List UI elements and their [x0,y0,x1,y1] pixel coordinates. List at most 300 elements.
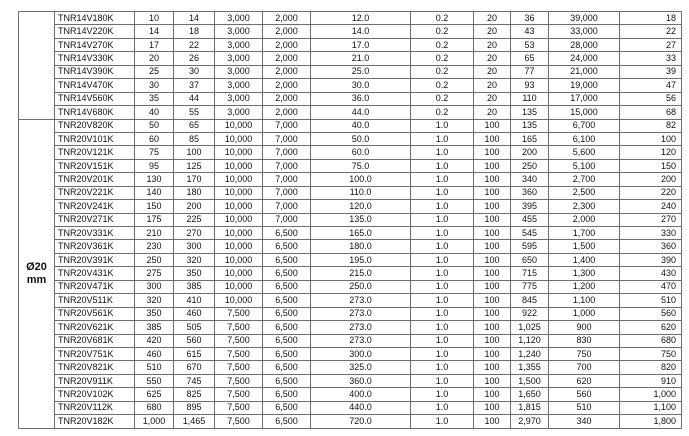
varistor-voltage-cell: 39 [620,65,682,78]
vdc-cell: 85 [174,132,215,145]
vdc-cell: 26 [174,52,215,65]
varistor-voltage-cell: 430 [620,267,682,280]
capacitance-cell: 560 [549,388,620,401]
current-cell: 100 [474,146,511,159]
surge-2x-cell: 2,000 [263,52,311,65]
varistor-voltage-cell: 470 [620,280,682,293]
surge-8x20-cell: 10,000 [215,253,263,266]
current-cell: 100 [474,173,511,186]
energy-cell: 273.0 [311,334,411,347]
power-cell: 1.0 [411,267,474,280]
spec-table-body [19,12,682,429]
vdc-cell: 37 [174,79,215,92]
surge-8x20-cell: 10,000 [215,280,263,293]
surge-8x20-cell: 7,500 [215,374,263,387]
varistor-voltage-cell: 56 [620,92,682,105]
surge-8x20-cell: 7,500 [215,347,263,360]
vac-cell: 230 [135,240,174,253]
table-row [19,159,682,172]
surge-2x-cell: 6,500 [263,361,311,374]
vdc-cell: 895 [174,401,215,414]
table-row [19,294,682,307]
vdc-cell: 65 [174,119,215,132]
vac-cell: 250 [135,253,174,266]
clamp-voltage-cell: 845 [511,294,549,307]
varistor-voltage-cell: 820 [620,361,682,374]
energy-cell: 60.0 [311,146,411,159]
model-cell: TNR20V821K [55,361,135,374]
table-row [19,415,682,428]
power-cell: 1.0 [411,307,474,320]
table-row [19,240,682,253]
vdc-cell: 270 [174,227,215,240]
surge-2x-cell: 2,000 [263,106,311,119]
varistor-voltage-cell: 510 [620,294,682,307]
surge-2x-cell: 2,000 [263,25,311,38]
surge-2x-cell: 2,000 [263,38,311,51]
varistor-voltage-cell: 120 [620,146,682,159]
surge-8x20-cell: 3,000 [215,38,263,51]
model-cell: TNR14V560K [55,92,135,105]
table-row [19,65,682,78]
varistor-voltage-cell: 330 [620,227,682,240]
surge-2x-cell: 2,000 [263,12,311,25]
vdc-cell: 300 [174,240,215,253]
model-cell: TNR20V361K [55,240,135,253]
varistor-voltage-cell: 390 [620,253,682,266]
vac-cell: 680 [135,401,174,414]
vac-cell: 350 [135,307,174,320]
energy-cell: 165.0 [311,227,411,240]
table-row [19,401,682,414]
vdc-cell: 30 [174,65,215,78]
current-cell: 100 [474,294,511,307]
model-cell: TNR20V751K [55,347,135,360]
surge-2x-cell: 6,500 [263,415,311,428]
current-cell: 20 [474,65,511,78]
model-cell: TNR20V431K [55,267,135,280]
varistor-voltage-cell: 750 [620,347,682,360]
clamp-voltage-cell: 1,120 [511,334,549,347]
model-cell: TNR20V182K [55,415,135,428]
surge-8x20-cell: 3,000 [215,25,263,38]
energy-cell: 100.0 [311,173,411,186]
model-cell: TNR20V820K [55,119,135,132]
varistor-voltage-cell: 18 [620,12,682,25]
model-cell: TNR14V470K [55,79,135,92]
surge-8x20-cell: 3,000 [215,106,263,119]
surge-8x20-cell: 3,000 [215,12,263,25]
power-cell: 1.0 [411,253,474,266]
power-cell: 0.2 [411,25,474,38]
vdc-cell: 44 [174,92,215,105]
vdc-cell: 560 [174,334,215,347]
vac-cell: 10 [135,12,174,25]
model-cell: TNR20V331K [55,227,135,240]
surge-8x20-cell: 7,500 [215,321,263,334]
capacitance-cell: 1,000 [549,307,620,320]
model-cell: TNR20V391K [55,253,135,266]
surge-2x-cell: 7,000 [263,186,311,199]
capacitance-cell: 33,000 [549,25,620,38]
clamp-voltage-cell: 110 [511,92,549,105]
varistor-voltage-cell: 270 [620,213,682,226]
current-cell: 100 [474,388,511,401]
varistor-voltage-cell: 1,000 [620,388,682,401]
vac-cell: 40 [135,106,174,119]
table-row [19,213,682,226]
vac-cell: 17 [135,38,174,51]
clamp-voltage-cell: 93 [511,79,549,92]
vdc-cell: 460 [174,307,215,320]
energy-cell: 110.0 [311,186,411,199]
clamp-voltage-cell: 340 [511,173,549,186]
energy-cell: 273.0 [311,307,411,320]
varistor-voltage-cell: 1,100 [620,401,682,414]
power-cell: 0.2 [411,79,474,92]
clamp-voltage-cell: 65 [511,52,549,65]
clamp-voltage-cell: 650 [511,253,549,266]
group-unit-label: mm [26,273,47,286]
vdc-cell: 350 [174,267,215,280]
energy-cell: 400.0 [311,388,411,401]
table-row [19,79,682,92]
clamp-voltage-cell: 135 [511,106,549,119]
model-cell: TNR14V330K [55,52,135,65]
model-cell: TNR20V101K [55,132,135,145]
surge-8x20-cell: 10,000 [215,186,263,199]
power-cell: 1.0 [411,374,474,387]
varistor-voltage-cell: 240 [620,200,682,213]
table-row [19,52,682,65]
power-cell: 1.0 [411,227,474,240]
power-cell: 1.0 [411,159,474,172]
vac-cell: 300 [135,280,174,293]
power-cell: 0.2 [411,92,474,105]
surge-8x20-cell: 7,500 [215,334,263,347]
model-cell: TNR20V221K [55,186,135,199]
energy-cell: 440.0 [311,401,411,414]
vdc-cell: 18 [174,25,215,38]
vac-cell: 20 [135,52,174,65]
energy-cell: 21.0 [311,52,411,65]
surge-2x-cell: 2,000 [263,79,311,92]
clamp-voltage-cell: 595 [511,240,549,253]
power-cell: 1.0 [411,280,474,293]
surge-2x-cell: 6,500 [263,227,311,240]
capacitance-cell: 2,000 [549,213,620,226]
capacitance-cell: 900 [549,321,620,334]
current-cell: 100 [474,374,511,387]
table-row [19,374,682,387]
current-cell: 100 [474,132,511,145]
current-cell: 20 [474,106,511,119]
energy-cell: 75.0 [311,159,411,172]
surge-8x20-cell: 7,500 [215,307,263,320]
table-row [19,347,682,360]
current-cell: 100 [474,334,511,347]
vdc-cell: 745 [174,374,215,387]
current-cell: 100 [474,159,511,172]
power-cell: 1.0 [411,321,474,334]
vac-cell: 420 [135,334,174,347]
capacitance-cell: 5,600 [549,146,620,159]
varistor-voltage-cell: 27 [620,38,682,51]
capacitance-cell: 750 [549,347,620,360]
surge-8x20-cell: 10,000 [215,240,263,253]
clamp-voltage-cell: 360 [511,186,549,199]
clamp-voltage-cell: 250 [511,159,549,172]
capacitance-cell: 510 [549,401,620,414]
surge-8x20-cell: 10,000 [215,213,263,226]
vac-cell: 550 [135,374,174,387]
surge-2x-cell: 6,500 [263,280,311,293]
vdc-cell: 320 [174,253,215,266]
current-cell: 20 [474,38,511,51]
vac-cell: 140 [135,186,174,199]
varistor-voltage-cell: 82 [620,119,682,132]
varistor-voltage-cell: 100 [620,132,682,145]
vac-cell: 460 [135,347,174,360]
surge-2x-cell: 6,500 [263,347,311,360]
vac-cell: 1,000 [135,415,174,428]
group-diameter-label: Ø20 [26,260,47,273]
capacitance-cell: 620 [549,374,620,387]
vdc-cell: 55 [174,106,215,119]
surge-8x20-cell: 3,000 [215,79,263,92]
vdc-cell: 22 [174,38,215,51]
table-row [19,38,682,51]
varistor-voltage-cell: 360 [620,240,682,253]
capacitance-cell: 2,300 [549,200,620,213]
energy-cell: 720.0 [311,415,411,428]
capacitance-cell: 700 [549,361,620,374]
power-cell: 1.0 [411,388,474,401]
model-cell: TNR20V151K [55,159,135,172]
current-cell: 100 [474,119,511,132]
surge-8x20-cell: 10,000 [215,173,263,186]
table-row [19,200,682,213]
clamp-voltage-cell: 53 [511,38,549,51]
surge-2x-cell: 6,500 [263,240,311,253]
surge-2x-cell: 7,000 [263,146,311,159]
surge-2x-cell: 6,500 [263,401,311,414]
capacitance-cell: 2,700 [549,173,620,186]
clamp-voltage-cell: 1,815 [511,401,549,414]
energy-cell: 215.0 [311,267,411,280]
capacitance-cell: 6,100 [549,132,620,145]
current-cell: 100 [474,213,511,226]
varistor-spec-table [18,11,682,429]
clamp-voltage-cell: 1,500 [511,374,549,387]
vac-cell: 320 [135,294,174,307]
model-cell: TNR20V241K [55,200,135,213]
vac-cell: 30 [135,79,174,92]
power-cell: 1.0 [411,294,474,307]
clamp-voltage-cell: 775 [511,280,549,293]
surge-2x-cell: 6,500 [263,253,311,266]
surge-8x20-cell: 10,000 [215,227,263,240]
varistor-voltage-cell: 910 [620,374,682,387]
table-row [19,267,682,280]
vac-cell: 175 [135,213,174,226]
power-cell: 0.2 [411,65,474,78]
varistor-voltage-cell: 22 [620,25,682,38]
current-cell: 100 [474,227,511,240]
power-cell: 1.0 [411,401,474,414]
current-cell: 20 [474,25,511,38]
clamp-voltage-cell: 1,355 [511,361,549,374]
capacitance-cell: 28,000 [549,38,620,51]
current-cell: 100 [474,415,511,428]
table-row [19,321,682,334]
model-cell: TNR14V680K [55,106,135,119]
current-cell: 100 [474,307,511,320]
power-cell: 0.2 [411,52,474,65]
group-label-cell-empty [19,12,55,120]
vdc-cell: 615 [174,347,215,360]
power-cell: 1.0 [411,119,474,132]
vac-cell: 25 [135,65,174,78]
surge-8x20-cell: 10,000 [215,119,263,132]
varistor-voltage-cell: 33 [620,52,682,65]
power-cell: 1.0 [411,347,474,360]
surge-8x20-cell: 10,000 [215,159,263,172]
power-cell: 1.0 [411,334,474,347]
varistor-voltage-cell: 220 [620,186,682,199]
model-cell: TNR20V911K [55,374,135,387]
model-cell: TNR20V471K [55,280,135,293]
table-row [19,119,682,132]
model-cell: TNR20V102K [55,388,135,401]
current-cell: 20 [474,12,511,25]
capacitance-cell: 5,100 [549,159,620,172]
energy-cell: 273.0 [311,321,411,334]
surge-8x20-cell: 10,000 [215,132,263,145]
table-row [19,307,682,320]
table-row [19,361,682,374]
vdc-cell: 14 [174,12,215,25]
model-cell: TNR20V112K [55,401,135,414]
capacitance-cell: 1,500 [549,240,620,253]
power-cell: 1.0 [411,240,474,253]
vac-cell: 510 [135,361,174,374]
capacitance-cell: 21,000 [549,65,620,78]
capacitance-cell: 15,000 [549,106,620,119]
current-cell: 100 [474,240,511,253]
current-cell: 100 [474,361,511,374]
vdc-cell: 125 [174,159,215,172]
capacitance-cell: 2,500 [549,186,620,199]
model-cell: TNR14V220K [55,25,135,38]
model-cell: TNR20V511K [55,294,135,307]
clamp-voltage-cell: 1,240 [511,347,549,360]
current-cell: 100 [474,347,511,360]
energy-cell: 40.0 [311,119,411,132]
surge-2x-cell: 6,500 [263,388,311,401]
model-cell: TNR20V201K [55,173,135,186]
clamp-voltage-cell: 395 [511,200,549,213]
energy-cell: 273.0 [311,294,411,307]
table-row [19,227,682,240]
surge-8x20-cell: 7,500 [215,415,263,428]
energy-cell: 120.0 [311,200,411,213]
group-label-cell [19,119,55,428]
table-row [19,25,682,38]
surge-8x20-cell: 7,500 [215,388,263,401]
surge-8x20-cell: 10,000 [215,146,263,159]
surge-8x20-cell: 10,000 [215,200,263,213]
model-cell: TNR20V681K [55,334,135,347]
model-cell: TNR14V390K [55,65,135,78]
energy-cell: 135.0 [311,213,411,226]
current-cell: 100 [474,200,511,213]
capacitance-cell: 1,100 [549,294,620,307]
energy-cell: 14.0 [311,25,411,38]
surge-8x20-cell: 3,000 [215,65,263,78]
power-cell: 0.2 [411,12,474,25]
table-row [19,280,682,293]
clamp-voltage-cell: 135 [511,119,549,132]
vac-cell: 14 [135,25,174,38]
table-row [19,132,682,145]
surge-2x-cell: 6,500 [263,294,311,307]
current-cell: 20 [474,79,511,92]
vdc-cell: 505 [174,321,215,334]
clamp-voltage-cell: 77 [511,65,549,78]
vdc-cell: 225 [174,213,215,226]
vdc-cell: 670 [174,361,215,374]
energy-cell: 17.0 [311,38,411,51]
table-row [19,388,682,401]
power-cell: 1.0 [411,186,474,199]
surge-2x-cell: 2,000 [263,92,311,105]
energy-cell: 50.0 [311,132,411,145]
table-row [19,173,682,186]
surge-2x-cell: 7,000 [263,200,311,213]
clamp-voltage-cell: 545 [511,227,549,240]
surge-2x-cell: 2,000 [263,65,311,78]
table-row [19,146,682,159]
varistor-voltage-cell: 47 [620,79,682,92]
varistor-voltage-cell: 150 [620,159,682,172]
vac-cell: 75 [135,146,174,159]
energy-cell: 25.0 [311,65,411,78]
model-cell: TNR20V621K [55,321,135,334]
energy-cell: 12.0 [311,12,411,25]
vac-cell: 130 [135,173,174,186]
vdc-cell: 170 [174,173,215,186]
current-cell: 100 [474,253,511,266]
vac-cell: 95 [135,159,174,172]
clamp-voltage-cell: 1,650 [511,388,549,401]
clamp-voltage-cell: 455 [511,213,549,226]
varistor-voltage-cell: 620 [620,321,682,334]
vac-cell: 50 [135,119,174,132]
vdc-cell: 100 [174,146,215,159]
vdc-cell: 180 [174,186,215,199]
vdc-cell: 385 [174,280,215,293]
surge-2x-cell: 6,500 [263,374,311,387]
surge-2x-cell: 7,000 [263,159,311,172]
power-cell: 1.0 [411,146,474,159]
power-cell: 1.0 [411,361,474,374]
model-cell: TNR20V561K [55,307,135,320]
surge-2x-cell: 6,500 [263,307,311,320]
surge-8x20-cell: 3,000 [215,52,263,65]
vac-cell: 210 [135,227,174,240]
table-row [19,12,682,25]
